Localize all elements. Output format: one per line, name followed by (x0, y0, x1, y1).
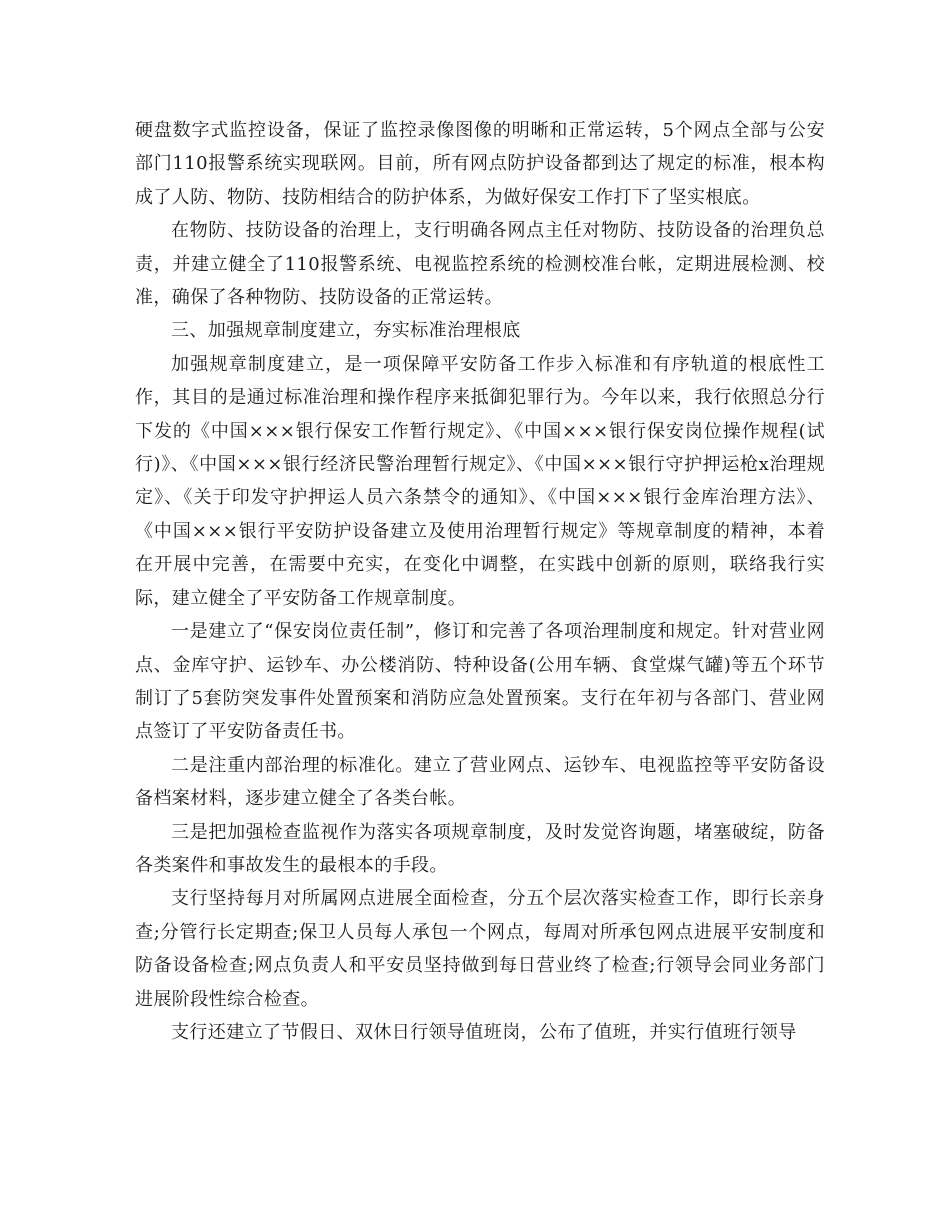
paragraph-internal-standardization: 二是注重内部治理的标准化。建立了营业网点、运钞车、电视监控等平安防备设备档案材料，逐步建立健全了各类台帐。 (135, 754, 825, 810)
paragraph-responsibility-system: 一是建立了“保安岗位责任制”，修订和完善了各项治理制度和规定。针对营业网点、金库守护、运钞车、办公楼消防、特种设备(公用车辆、食堂煤气罐)等五个环节制订了5套防突发事件处置预案和消防应急处置预案。支行在年初与各部门、营业网点签订了平安防备责任书。 (135, 621, 825, 743)
paragraph-inspection-supervision: 三是把加强检查监视作为落实各项规章制度，及时发觉咨询题，堵塞破绽，防备各类案件和事故发生的最根本的手段。 (135, 821, 825, 876)
paragraph-holiday-duty: 支行还建立了节假日、双休日行领导值班岗，公布了值班，并实行值班行领导 (171, 1021, 797, 1043)
paragraph-equipment-management: 在物防、技防设备的治理上，支行明确各网点主任对物防、技防设备的治理负总责，并建立健全了110报警系统、电视监控系统的检测校准台帐，定期进展检测、校准，确保了各种物防、技防设备的正常运转。 (135, 220, 825, 309)
paragraph-monthly-inspection: 支行坚持每月对所属网点进展全面检查，分五个层次落实检查工作，即行长亲身查;分管行长定期查;保卫人员每人承包一个网点，每周对所承包网点进展平安制度和防备设备检查;网点负责人和平安员坚持做到每日营业终了检查;行领导会同业务部门进展阶段性综合检查。 (135, 888, 825, 1010)
document-body (135, 114, 825, 1049)
section-heading-regulations: 三、加强规章制度建立，夯实标准治理根底 (171, 320, 521, 342)
paragraph-monitoring-devices: 硬盘数字式监控设备，保证了监控录像图像的明晰和正常运转，5个网点全部与公安部门110报警系统实现联网。目前，所有网点防护设备都到达了规定的标准，根本构成了人防、物防、技防相结合的防护体系，为做好保安工作打下了坚实根底。 (135, 120, 825, 208)
paragraph-regulation-building: 加强规章制度建立，是一项保障平安防备工作步入标准和有序轨道的根底性工作，其目的是通过标准治理和操作程序来抵御犯罪行为。今年以来，我行依照总分行下发的《中国×××银行保安工作暂行规定》、《中国×××银行保安岗位操作规程(试行)》、《中国×××银行经济民警治理暂行规定》、《中国×××银行守护押运枪x治理规定》、《关于印发守护押运人员六条禁令的通知》、《中国×××银行金库治理方法》、《中国×××银行平安防护设备建立及使用治理暂行规定》等规章制度的精神，本着在开展中完善，在需要中充实，在变化中调整，在实践中创新的原则，联络我行实际，建立健全了平安防备工作规章制度。 (135, 353, 825, 609)
